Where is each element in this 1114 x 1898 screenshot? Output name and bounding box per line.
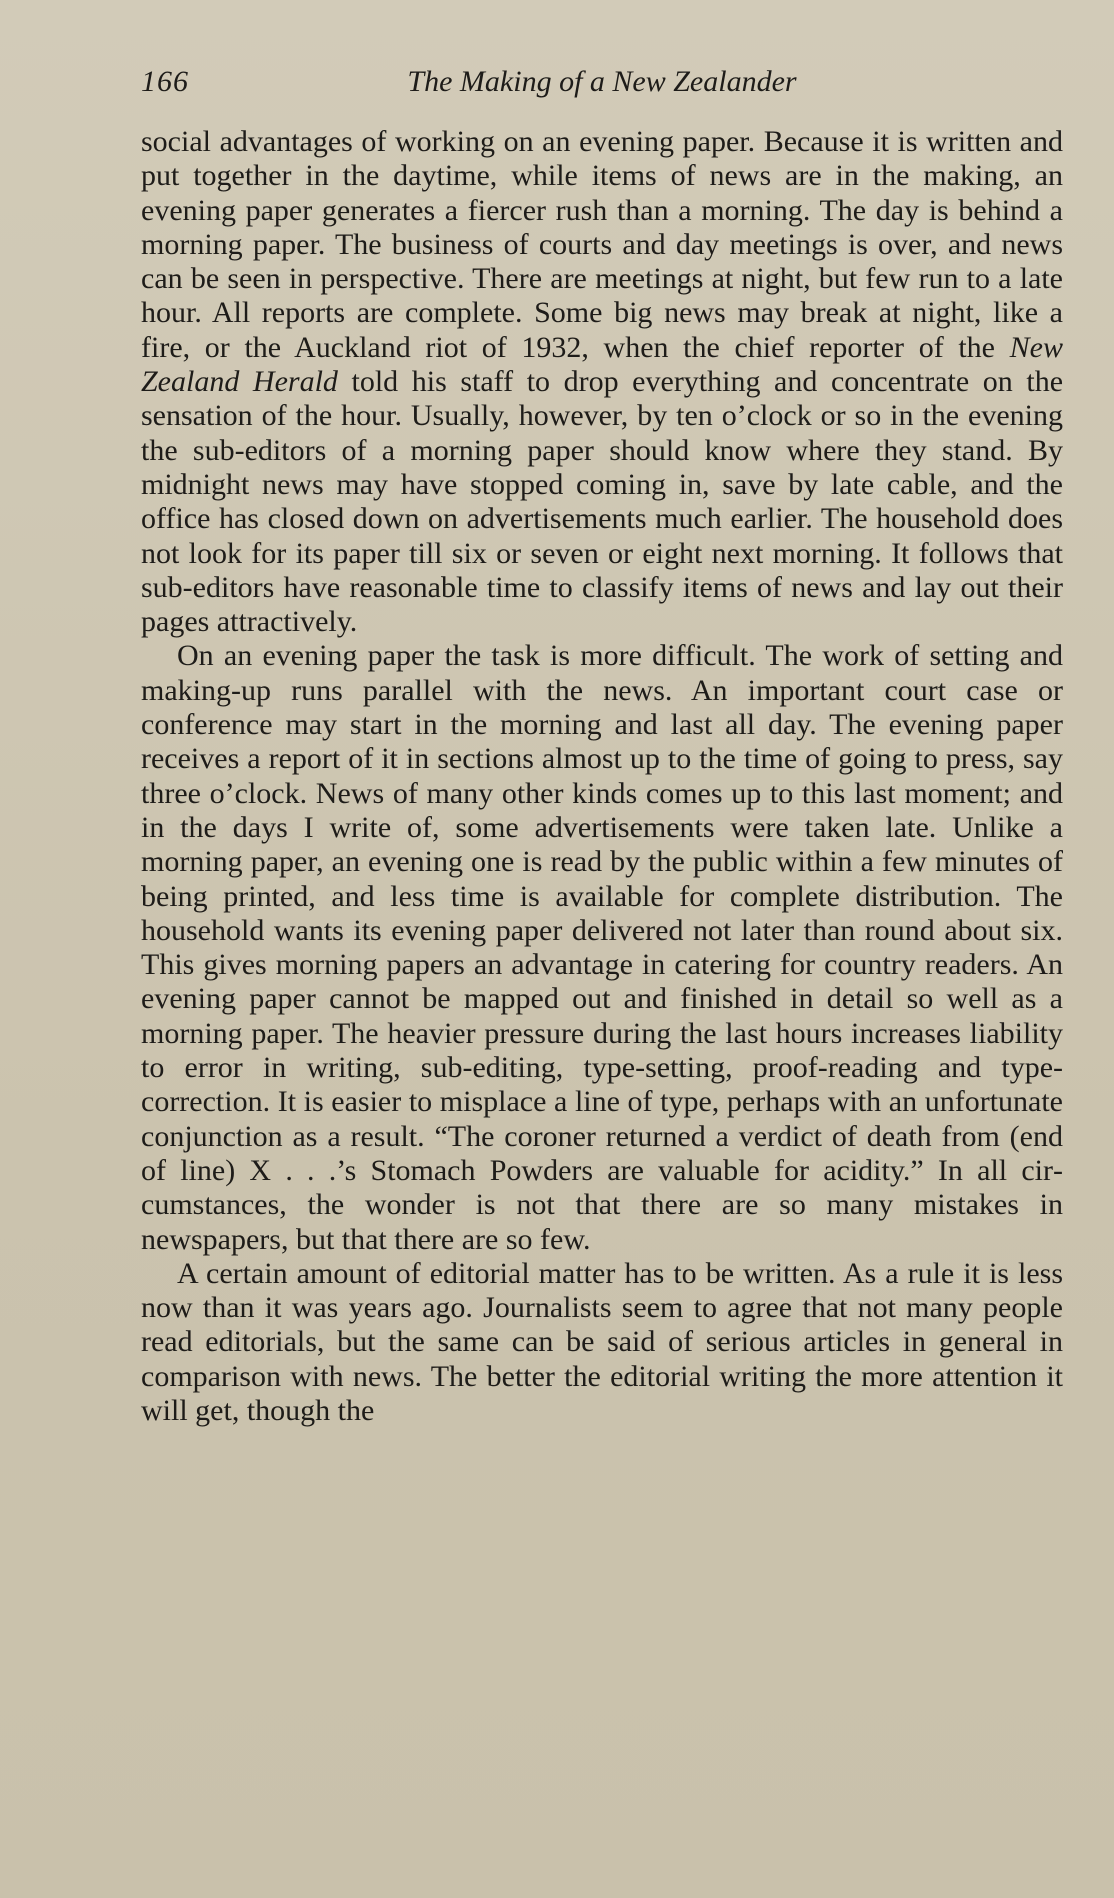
running-title: The Making of a New Zealander	[407, 65, 797, 98]
newspaper-name: New Zealand Herald	[141, 330, 1063, 399]
paragraph-2: On an evening paper the task is more difficult. The work of setting and making-up runs parallel with the news. An important court case or conference may start in the morning and last all day. The evening paper receives a report of it in sections almost up to the time of going to press, say three o’clock. News of many other kinds comes up to this last moment; and in the days I write of, some advertisements were taken late. Unlike a morning paper, an evening one is read by the public within a few minutes of being printed, and less time is available for complete distribution. The household wants its evening paper delivered not later than round about six. This gives morning papers an advantage in catering for country readers. An evening paper cannot be mapped out and finished in detail so well as a morning paper. The heavier pressure during the last hours increases liability to error in writing, sub-editing, type-setting, proof-reading and type-correction. It is easier to misplace a line of type, perhaps with an unfortunate conjunction as a result. “The coroner returned a verdict of death from (end of line) X . . .’s Stomach Powders are valuable for acidity.” In all circumstances, the wonder is not that there are so many mistakes in newspapers, but that there are so few.	[141, 639, 1063, 1256]
page-number: 166	[141, 65, 189, 98]
running-head	[141, 62, 1063, 102]
paragraph-1	[141, 125, 1063, 639]
paragraph-3: A certain amount of editorial matter has to be written. As a rule it is less now than it was years ago. Journalists seem to agree that not many people read editorials, but the same can be said of serious articles in general in comparison with news. The better the editorial writing the more attention it will get, though the	[141, 1256, 1063, 1427]
body-text	[141, 125, 1063, 1428]
paragraph-1-text-a: social advantages of working on an evening paper. Because it is written and put together in the daytime, while items of news are in the making, an evening paper generates a fiercer rush than a morning. The day is behind a morning paper. The business of courts and day meetings is over, and news can be seen in perspective. There are meetings at night, but few run to a late hour. All reports are complete. Some big news may break at night, like a fire, or the Auckland riot of 1932, when the chief reporter of the	[141, 125, 1063, 364]
paragraph-1-text-b: told his staff to drop everything and concentrate on the sensation of the hour. Usually, however, by ten o’clock or so in the evening the sub-editors of a morning paper should know where they stand. By midnight news may have stopped coming in, save by late cable, and the office has closed down on advertisements much earlier. The household does not look for its paper till six or seven or eight next morning. It follows that sub-editors have reasonable time to classify items of news and lay out their pages attractively.	[141, 365, 1064, 639]
